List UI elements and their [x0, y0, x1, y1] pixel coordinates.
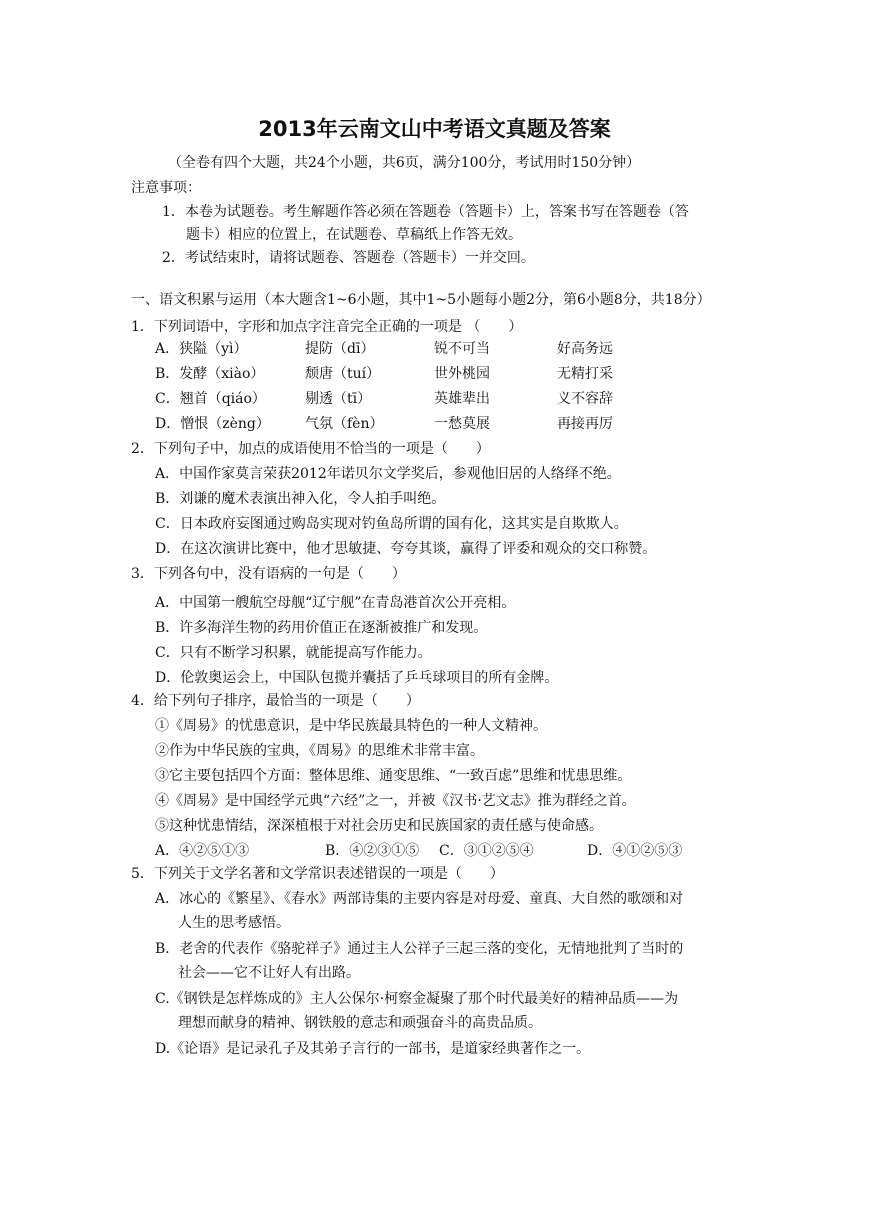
page-title: 2013年云南文山中考语文真题及答案 — [258, 117, 611, 141]
choice: C．③①②⑤④ — [439, 843, 534, 859]
question-4-sentence: ③它主要包括四个方面：整体思维、通变思维、“一致百虑”思维和忧患思维。 — [155, 768, 632, 784]
question-2-option-c: C．日本政府妄图通过购岛实现对钓鱼岛所谓的国有化，这其实是自欺欺人。 — [155, 516, 628, 532]
option-cell: 好高务远 — [557, 341, 613, 357]
option-cell: 提防（dī） — [305, 341, 375, 357]
question-1-stem: 1．下列词语中，字形和加点字注音完全正确的一项是 （ ） — [131, 319, 523, 335]
question-3-option-c: C．只有不断学习积累，就能提高写作能力。 — [155, 645, 432, 661]
section-heading: 一、语文积累与运用（本大题含1~6小题，其中1~5小题每小题2分，第6小题8分，共18分） — [131, 292, 711, 308]
option-cell: 锐不可当 — [434, 341, 490, 357]
exam-subtitle: （全卷有四个大题，共24个小题，共6页，满分100分，考试用时150分钟） — [168, 155, 641, 171]
choice: D．④①②⑤③ — [587, 843, 683, 859]
option-cell: B．发酵（xiào） — [155, 366, 265, 382]
notice-item-1-cont: 题卡）相应的位置上，在试题卷、草稿纸上作答无效。 — [186, 227, 522, 243]
question-2-option-d: D．在这次演讲比赛中，他才思敏捷、夸夸其谈，赢得了评委和观众的交口称赞。 — [155, 541, 657, 557]
notice-item-1: 1．本卷为试题卷。考生解题作答必须在答题卷（答题卡）上，答案书写在答题卷（答 — [162, 204, 689, 220]
option-cell: 剔透（tī） — [305, 391, 372, 407]
option-cell: 一愁莫展 — [434, 416, 490, 432]
question-2-option-b: B．刘谦的魔术表演出神入化，令人拍手叫绝。 — [155, 491, 446, 507]
notice-heading: 注意事项： — [131, 180, 201, 196]
question-5-option-b-cont: 社会——它不让好人有出路。 — [178, 965, 360, 981]
question-3-stem: 3．下列各句中，没有语病的一句是（ ） — [131, 566, 406, 582]
question-4-sentence: ①《周易》的忧患意识，是中华民族最具特色的一种人文精神。 — [155, 718, 547, 734]
question-5-option-a: A．冰心的《繁星》、《春水》两部诗集的主要内容是对母爱、童真、大自然的歌颂和对 — [155, 891, 684, 907]
option-cell: 再接再厉 — [557, 416, 613, 432]
question-5-option-c: C.《钢铁是怎样炼成的》主人公保尔·柯察金凝聚了那个时代最美好的精神品质——为 — [155, 991, 679, 1007]
option-cell: D．憎恨（zèng） — [155, 416, 270, 432]
option-cell: 无精打采 — [557, 366, 613, 382]
option-cell: 颓唐（tuí） — [305, 366, 381, 382]
option-cell: C．翘首（qiáo） — [155, 391, 266, 407]
notice-item-2: 2．考试结束时，请将试题卷、答题卷（答题卡）一并交回。 — [162, 250, 535, 266]
question-2-option-a: A．中国作家莫言荣获2012年诺贝尔文学奖后，参观他旧居的人络绎不绝。 — [155, 466, 621, 482]
question-4-sentence: ②作为中华民族的宝典，《周易》的思维术非常丰富。 — [155, 743, 484, 759]
question-4-sentence: ⑤这种忧患情结，深深植根于对社会历史和民族国家的责任感与使命感。 — [155, 818, 603, 834]
option-cell: 气氛（fèn） — [305, 416, 384, 432]
question-5-option-c-cont: 理想而献身的精神、钢铁般的意志和顽强奋斗的高贵品质。 — [178, 1015, 542, 1031]
option-cell: 义不容辞 — [557, 391, 613, 407]
question-3-option-d: D．伦敦奥运会上，中国队包揽并囊括了乒乓球项目的所有金牌。 — [155, 670, 559, 686]
option-cell: 英雄辈出 — [434, 391, 490, 407]
question-5-option-b: B．老舍的代表作《骆驼祥子》通过主人公祥子三起三落的变化，无情地批判了当时的 — [155, 941, 684, 957]
choice: B．④②③①⑤ — [325, 843, 420, 859]
question-5-option-d: D.《论语》是记录孔子及其弟子言行的一部书，是道家经典著作之一。 — [155, 1041, 591, 1057]
question-5-option-a-cont: 人生的思考感悟。 — [178, 915, 290, 931]
question-2-stem: 2．下列句子中，加点的成语使用不恰当的一项是（ ） — [131, 441, 490, 457]
question-4-stem: 4．给下列句子排序，最恰当的一项是（ ） — [131, 693, 420, 709]
question-4-sentence: ④《周易》是中国经学元典“六经”之一，并被《汉书·艺文志》推为群经之首。 — [155, 793, 636, 809]
option-cell: A．狭隘（yì） — [155, 341, 248, 357]
choice: A．④②⑤①③ — [155, 843, 250, 859]
question-3-option-b: B．许多海洋生物的药用价值正在逐渐被推广和发现。 — [155, 620, 488, 636]
question-5-stem: 5．下列关于文学名著和文学常识表述错误的一项是（ ） — [131, 866, 504, 882]
question-3-option-a: A．中国第一艘航空母舰“辽宁舰”在青岛港首次公开亮相。 — [155, 595, 516, 611]
option-cell: 世外桃园 — [434, 366, 490, 382]
